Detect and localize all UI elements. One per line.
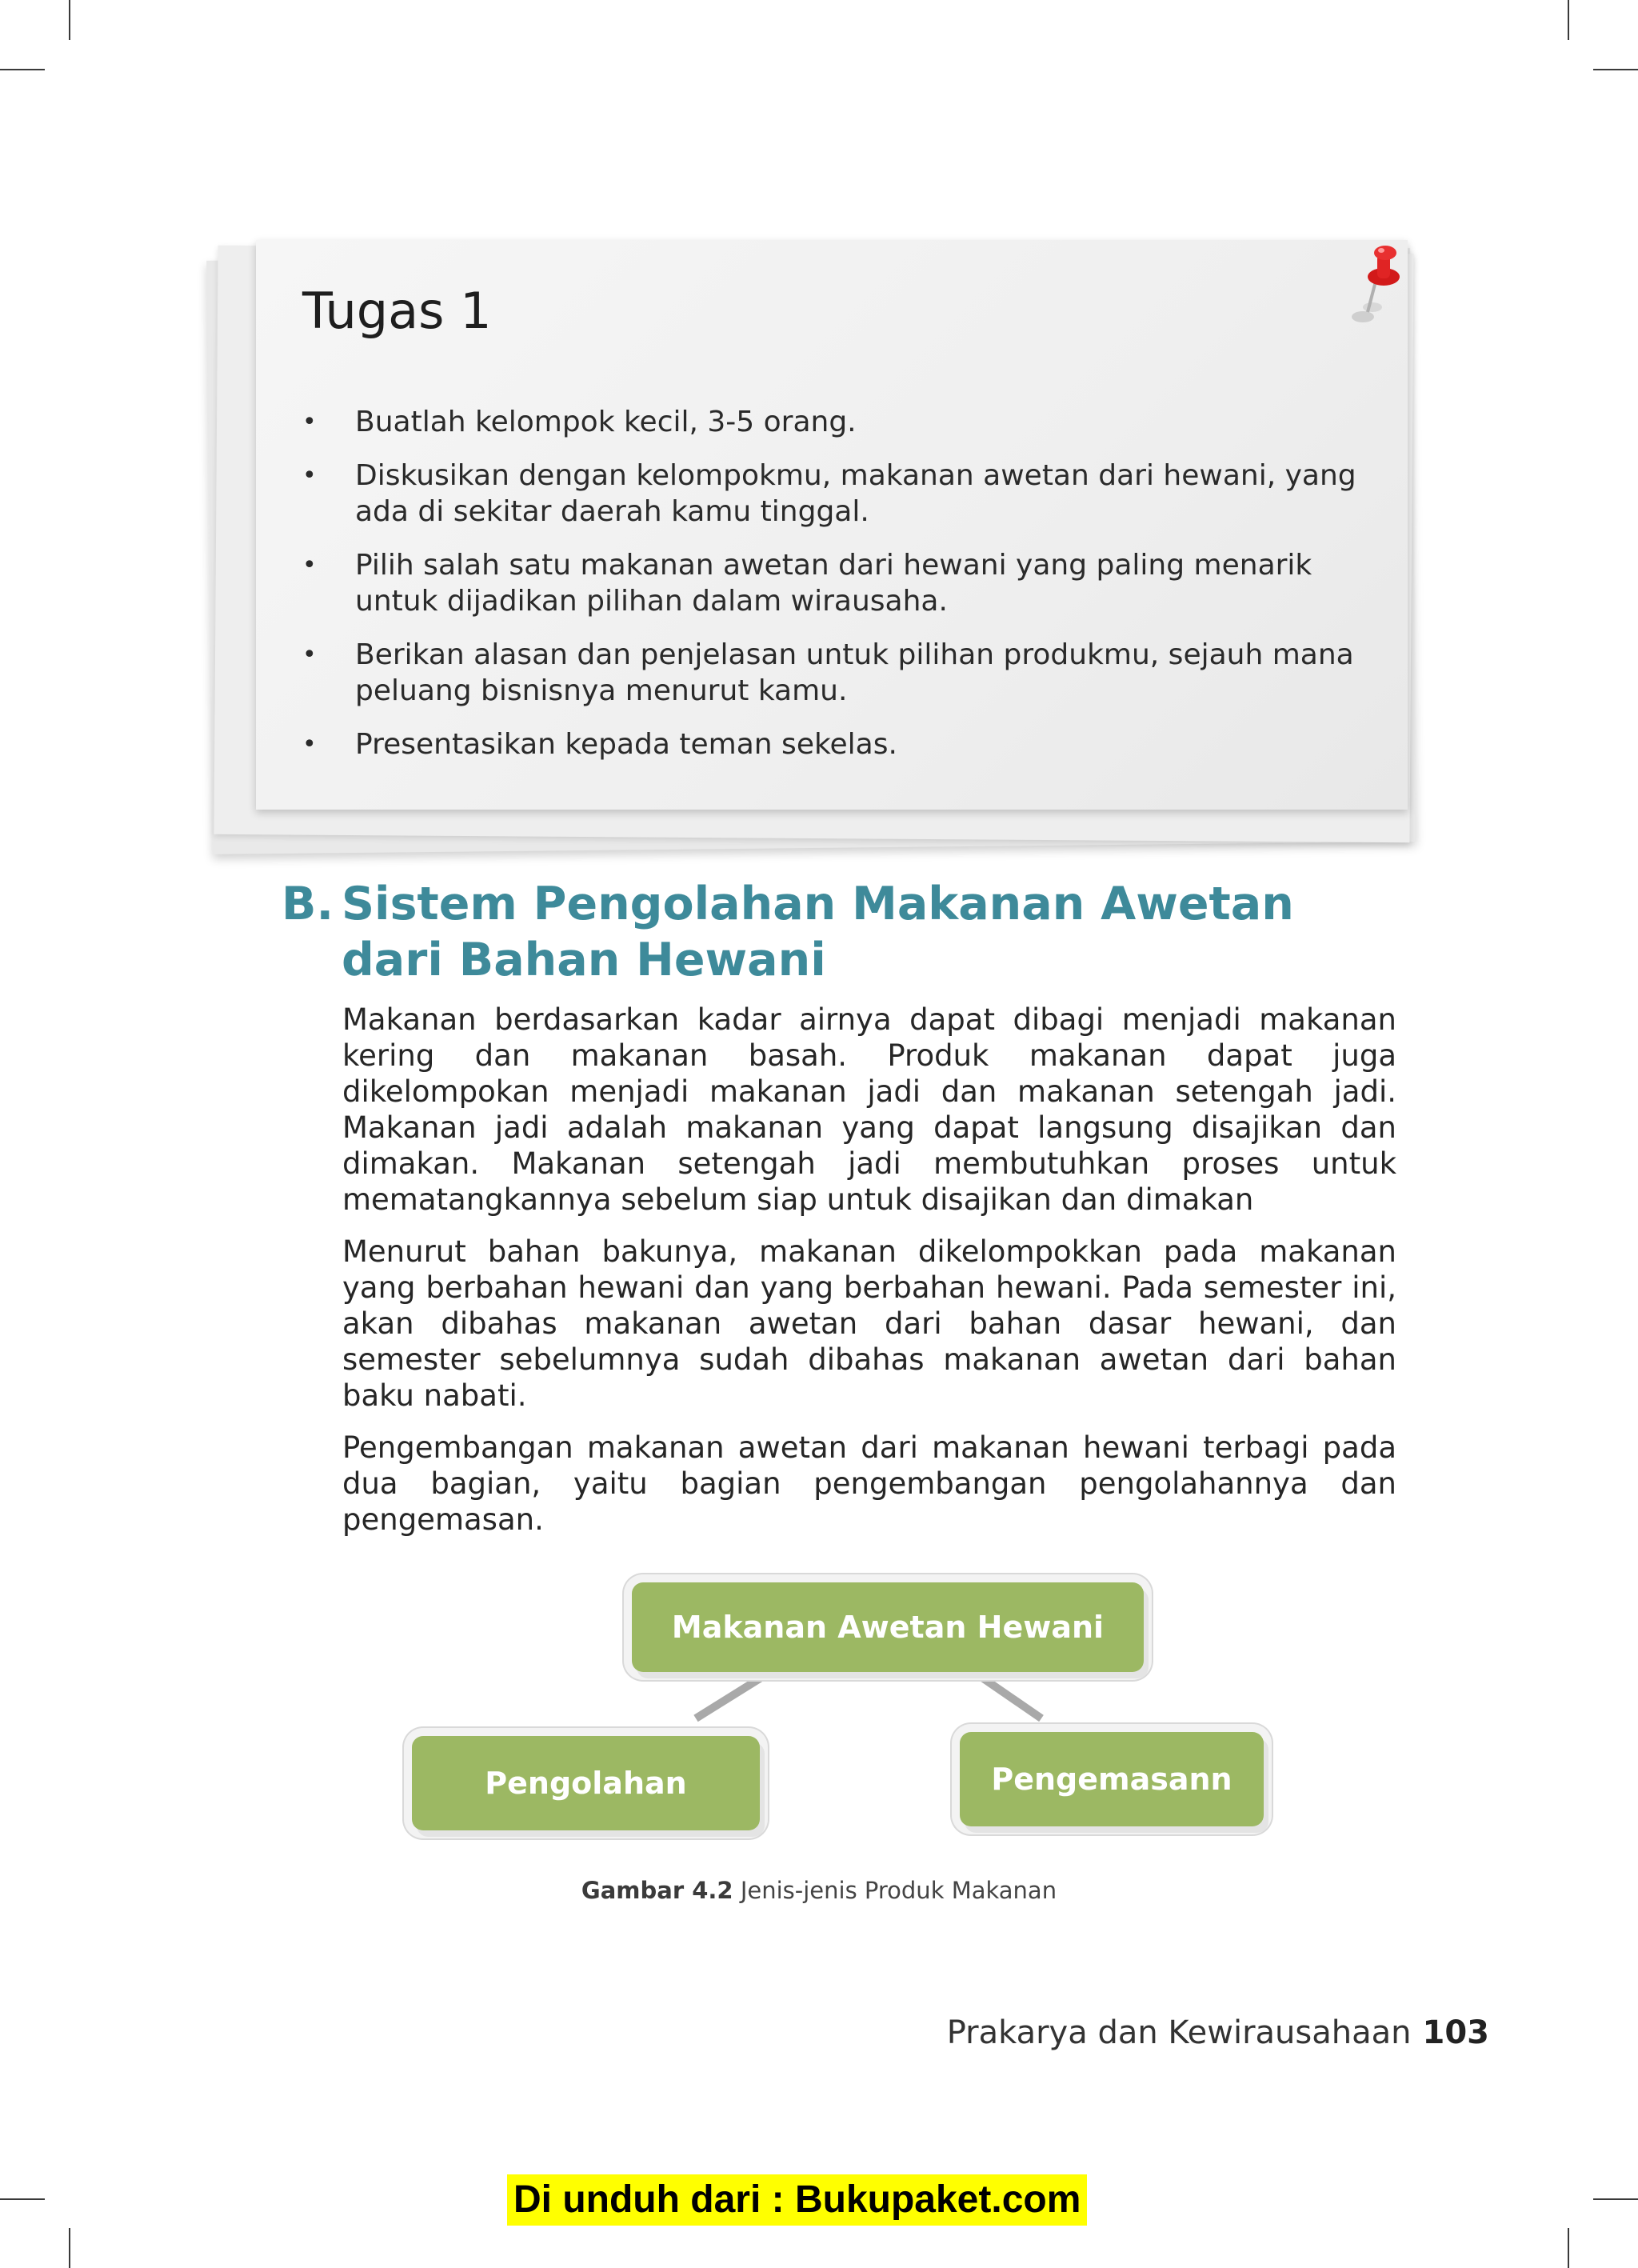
- book-title: Prakarya dan Kewirausahaan: [946, 2014, 1412, 2051]
- task-item-text: Pilih salah satu makanan awetan dari hewani yang paling menarik untuk dijadikan pilihan dalam wirausaha.: [355, 549, 1312, 618]
- page-number: 103: [1422, 2014, 1489, 2051]
- task-list: [296, 404, 1384, 780]
- task-item-text: Buatlah kelompok kecil, 3-5 orang.: [355, 406, 857, 438]
- crop-mark: [0, 2198, 45, 2200]
- page-footer: [947, 2014, 1489, 2051]
- task-item-text: Berikan alasan dan penjelasan untuk pilihan produkmu, sejauh mana peluang bisnisnya menurut kamu.: [355, 638, 1354, 707]
- crop-mark: [69, 0, 70, 40]
- crop-mark: [1568, 0, 1569, 40]
- caption-label: Gambar 4.2: [581, 1877, 733, 1904]
- crop-mark: [1593, 69, 1638, 70]
- section-title: Sistem Pengolahan Makanan Awetan dari Bahan Hewani: [342, 878, 1294, 986]
- section-heading: [282, 876, 1409, 988]
- crop-mark: [1568, 2228, 1569, 2268]
- diagram-root-box: [632, 1582, 1144, 1672]
- task-item-text: Diskusikan dengan kelompokmu, makanan awetan dari hewani, yang ada di sekitar daerah kamu tinggal.: [355, 459, 1356, 528]
- bullet-icon: •: [302, 730, 317, 758]
- section-letter: B.: [282, 878, 334, 930]
- task-item: [296, 726, 1384, 762]
- bullet-icon: •: [302, 462, 317, 490]
- diagram-left-box: [412, 1736, 760, 1830]
- connector-left: [696, 1676, 764, 1718]
- paragraph: Menurut bahan bakunya, makanan dikelompokkan pada makanan yang berbahan hewani dan yang berbahan hewani. Pada semester ini, akan dibahas makanan awetan dari bahan dasar hewani, dan semester sebelumnya sudah dibahas makanan awetan dari bahan baku nabati.: [342, 1234, 1396, 1413]
- connector-right: [980, 1676, 1041, 1718]
- download-banner: Di unduh dari : Bukupaket.com: [507, 2174, 1087, 2226]
- bullet-icon: •: [302, 408, 317, 436]
- task-item-text: Presentasikan kepada teman sekelas.: [355, 728, 897, 761]
- diagram-root-label: Makanan Awetan Hewani: [671, 1610, 1105, 1645]
- paragraph: Pengembangan makanan awetan dari makanan hewani terbagi pada dua bagian, yaitu bagian pengembangan pengolahannya dan pengemasan.: [342, 1430, 1396, 1537]
- figure-caption: [0, 1877, 1638, 1904]
- task-item: [296, 404, 1384, 440]
- diagram-right-label: Pengemasann: [991, 1762, 1232, 1797]
- task-item: [296, 637, 1384, 709]
- task-title: Tugas 1: [302, 282, 492, 340]
- crop-mark: [0, 69, 45, 70]
- task-item: [296, 547, 1384, 619]
- task-item: [296, 458, 1384, 530]
- body-text: [342, 1002, 1396, 1554]
- pushpin-icon: [1336, 238, 1408, 334]
- crop-mark: [69, 2228, 70, 2268]
- paragraph: Makanan berdasarkan kadar airnya dapat dibagi menjadi makanan kering dan makanan basah. Produk makanan dapat juga dikelompokan menjadi makanan jadi dan makanan setengah jadi. Makanan jadi adalah makanan yang dapat langsung disajikan dan dimakan. Makanan setengah jadi membutuhkan proses untuk mematangkannya sebelum siap untuk disajikan dan dimakan: [342, 1002, 1396, 1217]
- diagram-right-box: [960, 1732, 1264, 1826]
- bullet-icon: •: [302, 551, 317, 579]
- crop-mark: [1593, 2198, 1638, 2200]
- caption-text: Jenis-jenis Produk Makanan: [740, 1877, 1057, 1904]
- bullet-icon: •: [302, 641, 317, 669]
- diagram-left-label: Pengolahan: [485, 1766, 687, 1801]
